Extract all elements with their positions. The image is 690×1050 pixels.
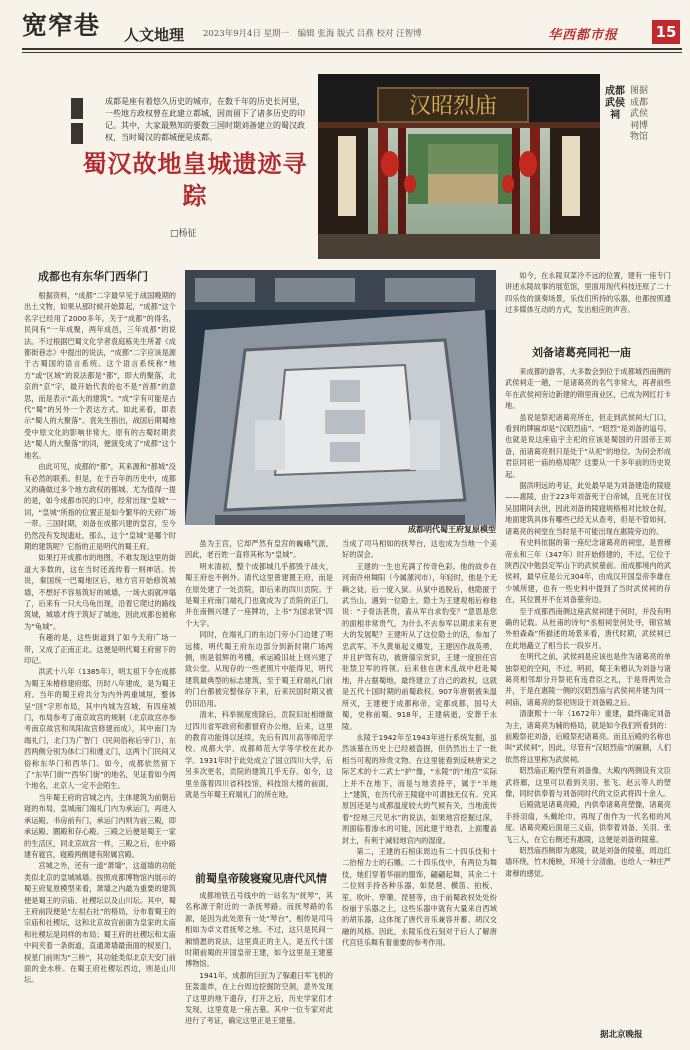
section2-heading: 前蜀皇帝陵寝窥见唐代风情 bbox=[195, 872, 327, 885]
paragraph: 有趣的是，这些街道到了如今天府广场一带，又成了正南正北。这便是明代蜀王府留下的印记。 bbox=[24, 633, 176, 665]
paragraph: 虽说是祭祀诸葛亮所在，但走到武侯祠大门口，看到的牌匾却是“汉昭烈庙”。“昭烈”是刘备的谥号，也就是说这座庙宇主祀的应该是蜀国的开国帝王刘备，而诸葛亮则只是处于“从祀”的地位。为何会形成君臣同祀一庙的格局呢？这要从一千多年前的历史说起。 bbox=[505, 412, 671, 479]
wuhou-shrine-photo bbox=[318, 74, 600, 259]
intro-text: 成都是座有着悠久历史的城市，在数千年的历史长河里，一些地方政权曾在此建立都城，因而留下了诸多历史的印记。其中，大家最熟知的要数三国时期刘备建立的蜀汉政权，当时蜀汉的都城便是成都。 bbox=[105, 97, 305, 142]
section-title: 宽窄巷 bbox=[22, 11, 101, 40]
article-title: 蜀汉故地皇城遗迹寻踪 bbox=[82, 149, 308, 210]
newspaper-logo: 华西都市报 bbox=[548, 28, 619, 43]
paragraph: 清末，科举制度废除后，贡院旧址相继做过四川省军政府和都督府办公地，后来，这里的教育功能得以延续，先后有四川高等师范学校、成都大学、成都师范大学等学校在此办学。1931年时于此处成立了国立四川大学，后另多次更名，贡院的建筑几乎无存。如今，这里坐落着四川省科技馆，科技馆大楼的前面，就是当年蜀王府端礼门的所在地。 bbox=[185, 710, 333, 799]
section2-lead bbox=[185, 890, 333, 1040]
paragraph: 来成都的游客，大多数会到位于成都城西南侧的武侯祠走一趟，一是诸葛亮的名气非常大，再者前些年在武侯祠旁边新建的锦里商业区，已成为网红打卡地。 bbox=[505, 367, 671, 411]
paragraph: 同时，在端礼门的东边门旁小门边建了明远楼，明代蜀王府东边部分到新时期广场两侧，则是很辉的考棚，承运殿旧址上则兴建了致公堂。从现存的一些老照片中能得见，明代建筑最典型的标志建筑，至于蜀王府端礼门前的门台都被完整保存下来，后来民国时期又被仍旧沿用。 bbox=[185, 630, 333, 708]
paragraph: 昭烈庙正殿内塑有刘备像，大殿内两侧设有文臣武将廊，这里可以看到关羽、张飞、赵云等人的塑像，同时供奉着与刘备同时代的文臣武将四十余人。 bbox=[505, 766, 671, 799]
paragraph: 昭烈庙西侧即为惠陵，就是刘备的陵墓，周边红墙环绕，竹木掩映，环境十分清幽，也给人一种庄严肃穆的感觉。 bbox=[505, 846, 671, 878]
shrine-gate-illustration bbox=[318, 74, 600, 259]
paragraph: 明末清初，整个成都城几乎都毁于战火，蜀王府也不例外。清代这里曾建置王府，而是在原处建了一处贡院，即后来的四川贡院。于是蜀王府南门端礼门也就成为了贡院的正门，并在南侧兴建了一座牌坊，上书“为国求贤”四个大字。 bbox=[185, 561, 333, 628]
paragraph: 王建的一生也充满了传奇色彩。他的故乡在河南许州舞阳（今属漯河市），年轻时，他是个无赖之徒，后一度入狱。从狱中逃脱后，他隐匿于武当山，遇到一位隐士，隐士为王建观相后称他说：“子骨法甚贵，盍从军自求豹变？”意思是您的面相非常贵气，为什么不去参军以期求来有更大的发展呢？王建听从了这位隐士的话，参加了忠武军。不久黄巢起义爆发，王建因作战英勇，并且护驾有功，被唐僖宗赏识，王建一度担任官驻禁卫军的将领。后来他在唐末乱战中赶赴蜀地，并占据蜀地，最终建立了自己的政权，这就是五代十国时期的前蜀政权。907年唐朝被朱温所灭，王建便于成都称帝，定都成都，国号大蜀，史称前蜀。918年，王建病逝，安葬于永陵。 bbox=[342, 561, 497, 731]
issue-meta: 2023年9月4日 星期一 编辑 张海 版式 吕燕 校对 汪智博 bbox=[203, 29, 422, 39]
shrine-sign: 汉昭烈庙 bbox=[408, 94, 498, 119]
photo-caption-credit: 图据成都武侯祠博物馆 bbox=[629, 86, 648, 142]
paragraph: 宫城之外，还有一道“萧墙”，这道墙的功能类似北京的皇城城墙。按照成都博物馆内展示的蜀王府复原模型来看，萧墙之内最为重要的建筑便是蜀王的宗庙、社稷坛以及山川坛。其中，蜀王府前段便是“左祖右社”的格局，分布着蜀王的宗庙和社稷坛，这和北京故宫前面为皇家的太庙和社稷坛是同样的布局；蜀王府的社稷坛和太庙中间夹着一条街道，直通萧墙最南面的棂星门，棂星门前则为“三桥”，其功能类似北京天安门前面的金水桥。在蜀王府社稷坛西边，则是山川坛。 bbox=[24, 861, 176, 985]
paragraph: 当年蜀王府的宫城之内，主体建筑为前朝后寝的布局，皇城南门端礼门内为承运门，再进入承运殿、书房前有门，承运门内则为前三殿，即承运殿、圜殿和存心殿。三殿之后便是蜀王一家的生活区，同北京故宫一样，三殿之后，在中路建有寝宫，寝殿两侧建有附属宫殿。 bbox=[24, 792, 176, 859]
paragraph: 由此可见，成都的“都”，其来源和“都城”没有必然的联系。但是，在千百年的历史中，成都又的确做过多个地方政权的都城。尤为值得一提的是，如今成都市民的口中，经常出现“皇城”一词，“皇城”所指的位置正是如今繁华的天府广场一带。三国时期，刘备在成都兴建的皇宫，至今仍然没有发现遗址。那么，这个“皇城”是哪个时期的建筑呢？它指的正是明代的蜀王府。 bbox=[24, 462, 176, 551]
section1-heading: 成都也有东华门西华门 bbox=[38, 270, 148, 283]
subsection-title: 人文地理 bbox=[124, 26, 185, 44]
paragraph: 至于成都西南侧这座武侯祠建于何时，并没有明确的记载。从杜甫的诗句“丞相祠堂何处寻，锦官城外柏森森”所描述的场景来看，唐代时期，武侯祠已在此地矗立了相当长一段岁月。 bbox=[505, 606, 671, 650]
paragraph: 在明代之前，武侯祠是应该也是作为诸葛亮的单独祭祀的空间，不过，明初，蜀王朱椿认为刘备与诸葛亮相邻却分开祭祀有违君臣之礼，于是将两处合并，于是在惠陵一侧的汉昭烈庙与武侯祠并建为同一祠庙，诸葛亮的祭祀则设于刘备殿之后。 bbox=[505, 652, 671, 707]
col6-lead bbox=[505, 270, 671, 334]
header-rule bbox=[22, 48, 682, 50]
palace-model-illustration bbox=[185, 270, 496, 525]
paragraph: 永陵于1942年至1943年进行系统发掘，虽然该墓在历史上已经被盗掘，但仍然出土了一批相当可观的珍贵文物。在这里能看到反映唐宋之际艺术的十二武士“护”像，“永陵”的“地宫”实际上并不在地下，而是与地表持平，属于“半地上”建筑，在历代帝王陵寝中可谓独无仅有。究其原因还是与成都温度较大的气候有关，当地流传着“挖地三尺见水”的说法，如果地宫挖掘过深，则面临着渗水的可能，因此建于地表，上面覆盖封土，有利于减轻地宫内的湿度。 bbox=[342, 732, 497, 845]
paragraph: 第二，王建的石棺床周边有二十四乐伎和十二抬棺力士的石雕。二十四乐伎中，有两位为舞伎，她们穿着华丽的服饰，翩翩起舞，其余二十二位则手持各种乐器，如琵琶、横笛、拍板、笙、吹叶、筚篥、琵琶等，由于前蜀政权处处纷纷崩于乐器之上，这些乐器中就有大量来自西域的胡乐器，这体现了唐代音乐兼容并蓄、胡汉交融的风格。因此，永陵乐伎石刻对于后人了解唐代宫廷乐舞有着重要的参考作用。 bbox=[342, 846, 497, 948]
section1-column bbox=[24, 290, 176, 1018]
paragraph: 有史料依据的第一座纪念诸葛亮的祠堂，是晋穆帝永和三年（347年）时开始修建的，不过，它位于陕西汉中勉县定军山下的武侯墓前。而成都境内的武侯祠，最早应是公元304年，由成汉开国皇帝李雄在少城所建，也有一些史料中提到了当时武侯祠的存在，其位置并不在刘备墓旁边。 bbox=[505, 538, 671, 605]
paragraph: 根据资料，“成都”二字最早见于战国晚期的出土文物，如果从那时候开始算起，“成都”这个名字已经用了2000多年。关于“成都”的得名，民间有“一年成聚，两年成邑，三年成都”的说法。不过根据巴蜀文化学者袁庭栋先生所著《成都街巷志》中提出的说法，“成都”二字应该是源于古蜀国的语言系统。这个语言系统称“地方”或“区域”的说法都是“都”，即大的聚落，北京的“京”字，最开始代表的也不是“首都”的意思，而是表示“高大的建筑”。“成”字有可能是古代“蜀”的另外一个表达方式。如此来看，即表示“蜀人的大聚落”。袁先生指出，战国后期蜀地受中原文化的影响非常大，原有的古蜀时期表达“蜀人的大聚落”的词，便演变成了“成都”这个地名。 bbox=[24, 291, 176, 460]
section2-column bbox=[342, 538, 497, 1040]
source-credit: 据北京晚报 bbox=[600, 1030, 643, 1040]
col4 bbox=[185, 538, 333, 858]
model-photo-caption: 成都明代蜀王府复原模型 bbox=[408, 524, 496, 534]
section3-heading: 刘备诸葛亮同祀一庙 bbox=[532, 346, 631, 359]
quote-mark-icon bbox=[71, 98, 98, 119]
page-number: 15 bbox=[652, 20, 680, 44]
header-rule-thin bbox=[22, 52, 682, 53]
paragraph: 清康熙十一年（1672年）重建，最终确定刘备为主，诸葛亮为辅的格局，就是如今我们所看到的：前殿祭祀刘备，后殿祭祀诸葛亮。而且后殿的名称也叫“武侯祠”，因此，尽管有“汉昭烈庙”的匾额，人们依然将这里称为武侯祠。 bbox=[505, 709, 671, 764]
paragraph: 1941年，成都的巨匠为了躲避日军飞机的狂轰滥炸，在上台周边挖掘防空洞，意外发现了这里的地下遗存，打开之后，历史学家们才发现，这里竟是一座古墓。其中一位专家对此进行了考证，确定这里正是王建墓。 bbox=[185, 970, 333, 1026]
paragraph: 虽为王宫，它却严然有皇宫的巍峨气派，因此，老百姓一直将其称为“皇城”。 bbox=[185, 539, 333, 560]
page-header bbox=[0, 0, 690, 56]
paragraph: 成都地铁五号线中的一站名为“抚琴”，其名称源于附近的一条抚琴路。而抚琴路的名源，是因为此处原有一处“琴台”，相传是司马相如为卓文君抚琴之地。不过，这只是民间一厢情愿的说法，这里真正的主人，是五代十国时期前蜀的开国皇帝王建，如今这里是王建墓博物馆。 bbox=[185, 891, 333, 969]
paragraph: 如今，在永陵双菜冷不远的位置，建有一座专门讲述永陵故事的展览馆，里面用现代科技还原了二十四乐伎的演奏场景，乐伎们所持的乐器，也都按照通过多媒体互动的方式，发出相应的声音。 bbox=[505, 271, 671, 315]
paragraph: 如果打开成都市的地图，不难发现这里的街道大多数的，这在当时还流传着一则神话。传说，秦国统一巴蜀地区后，地方官开始修筑城墙，不想好不容易筑好的城墙，一场大雨就冲塌了，后来有一只大乌龟出现，沿着它爬过的路线筑城，城墙才终于筑好了城池，因此成都也被称为“龟城”。 bbox=[24, 553, 176, 631]
paragraph: 当成了司马相如的抚琴台，这也成为当地一个美好的误会。 bbox=[342, 539, 497, 560]
shu-palace-model-photo bbox=[185, 270, 496, 525]
byline: □杨征 bbox=[170, 229, 197, 239]
paragraph: 后殿就是诸葛亮殿，内供奉诸葛亮塑像，诸葛亮手持羽扇，头戴纶巾，再现了他作为一代名相的风度。诸葛亮殿后面是三义庙，供奉着刘备、关羽、张飞三人，在它右侧还有惠陵，这便是刘备的陵墓。 bbox=[505, 800, 671, 844]
section3-column bbox=[505, 366, 671, 1026]
photo-caption-title: 成都武侯祠 bbox=[605, 86, 625, 121]
paragraph: 据洪明远的考证，此处最早是为刘备建造的陵寝——惠陵，由于223年刘备死于白帝城，且死在讨伐吴国期间去世，因此刘备的陵寝规格相对比较仓促，地面建筑具体有哪些已经无从查考，但是不管如何，诸葛亮的祠堂在当时是不可能出现在惠陵旁边的。 bbox=[505, 481, 671, 536]
paragraph: 洪武十八年（1385年），明太祖下令在成都为蜀王朱椿修建府邸，历时八年建成，是为蜀王府。当年的蜀王府共分为内外两重城垣，整体呈“回”字形布局，其中内城为宫城，有四座城门，布局参考了南京故宫的规制（北京故宫亦参考南京故宫和凤阳故宫修建而成），其中南门为端礼门，北门为广智门（民间俗称后宰门），东西两侧分别为体仁门和遵义门，这两个门民间又俗称东华门和西华门。如今，成都依然留下了“东华门街”“西华门街”的地名，见证着如今两个地名，北京人一定不会陌生。 bbox=[24, 667, 176, 791]
